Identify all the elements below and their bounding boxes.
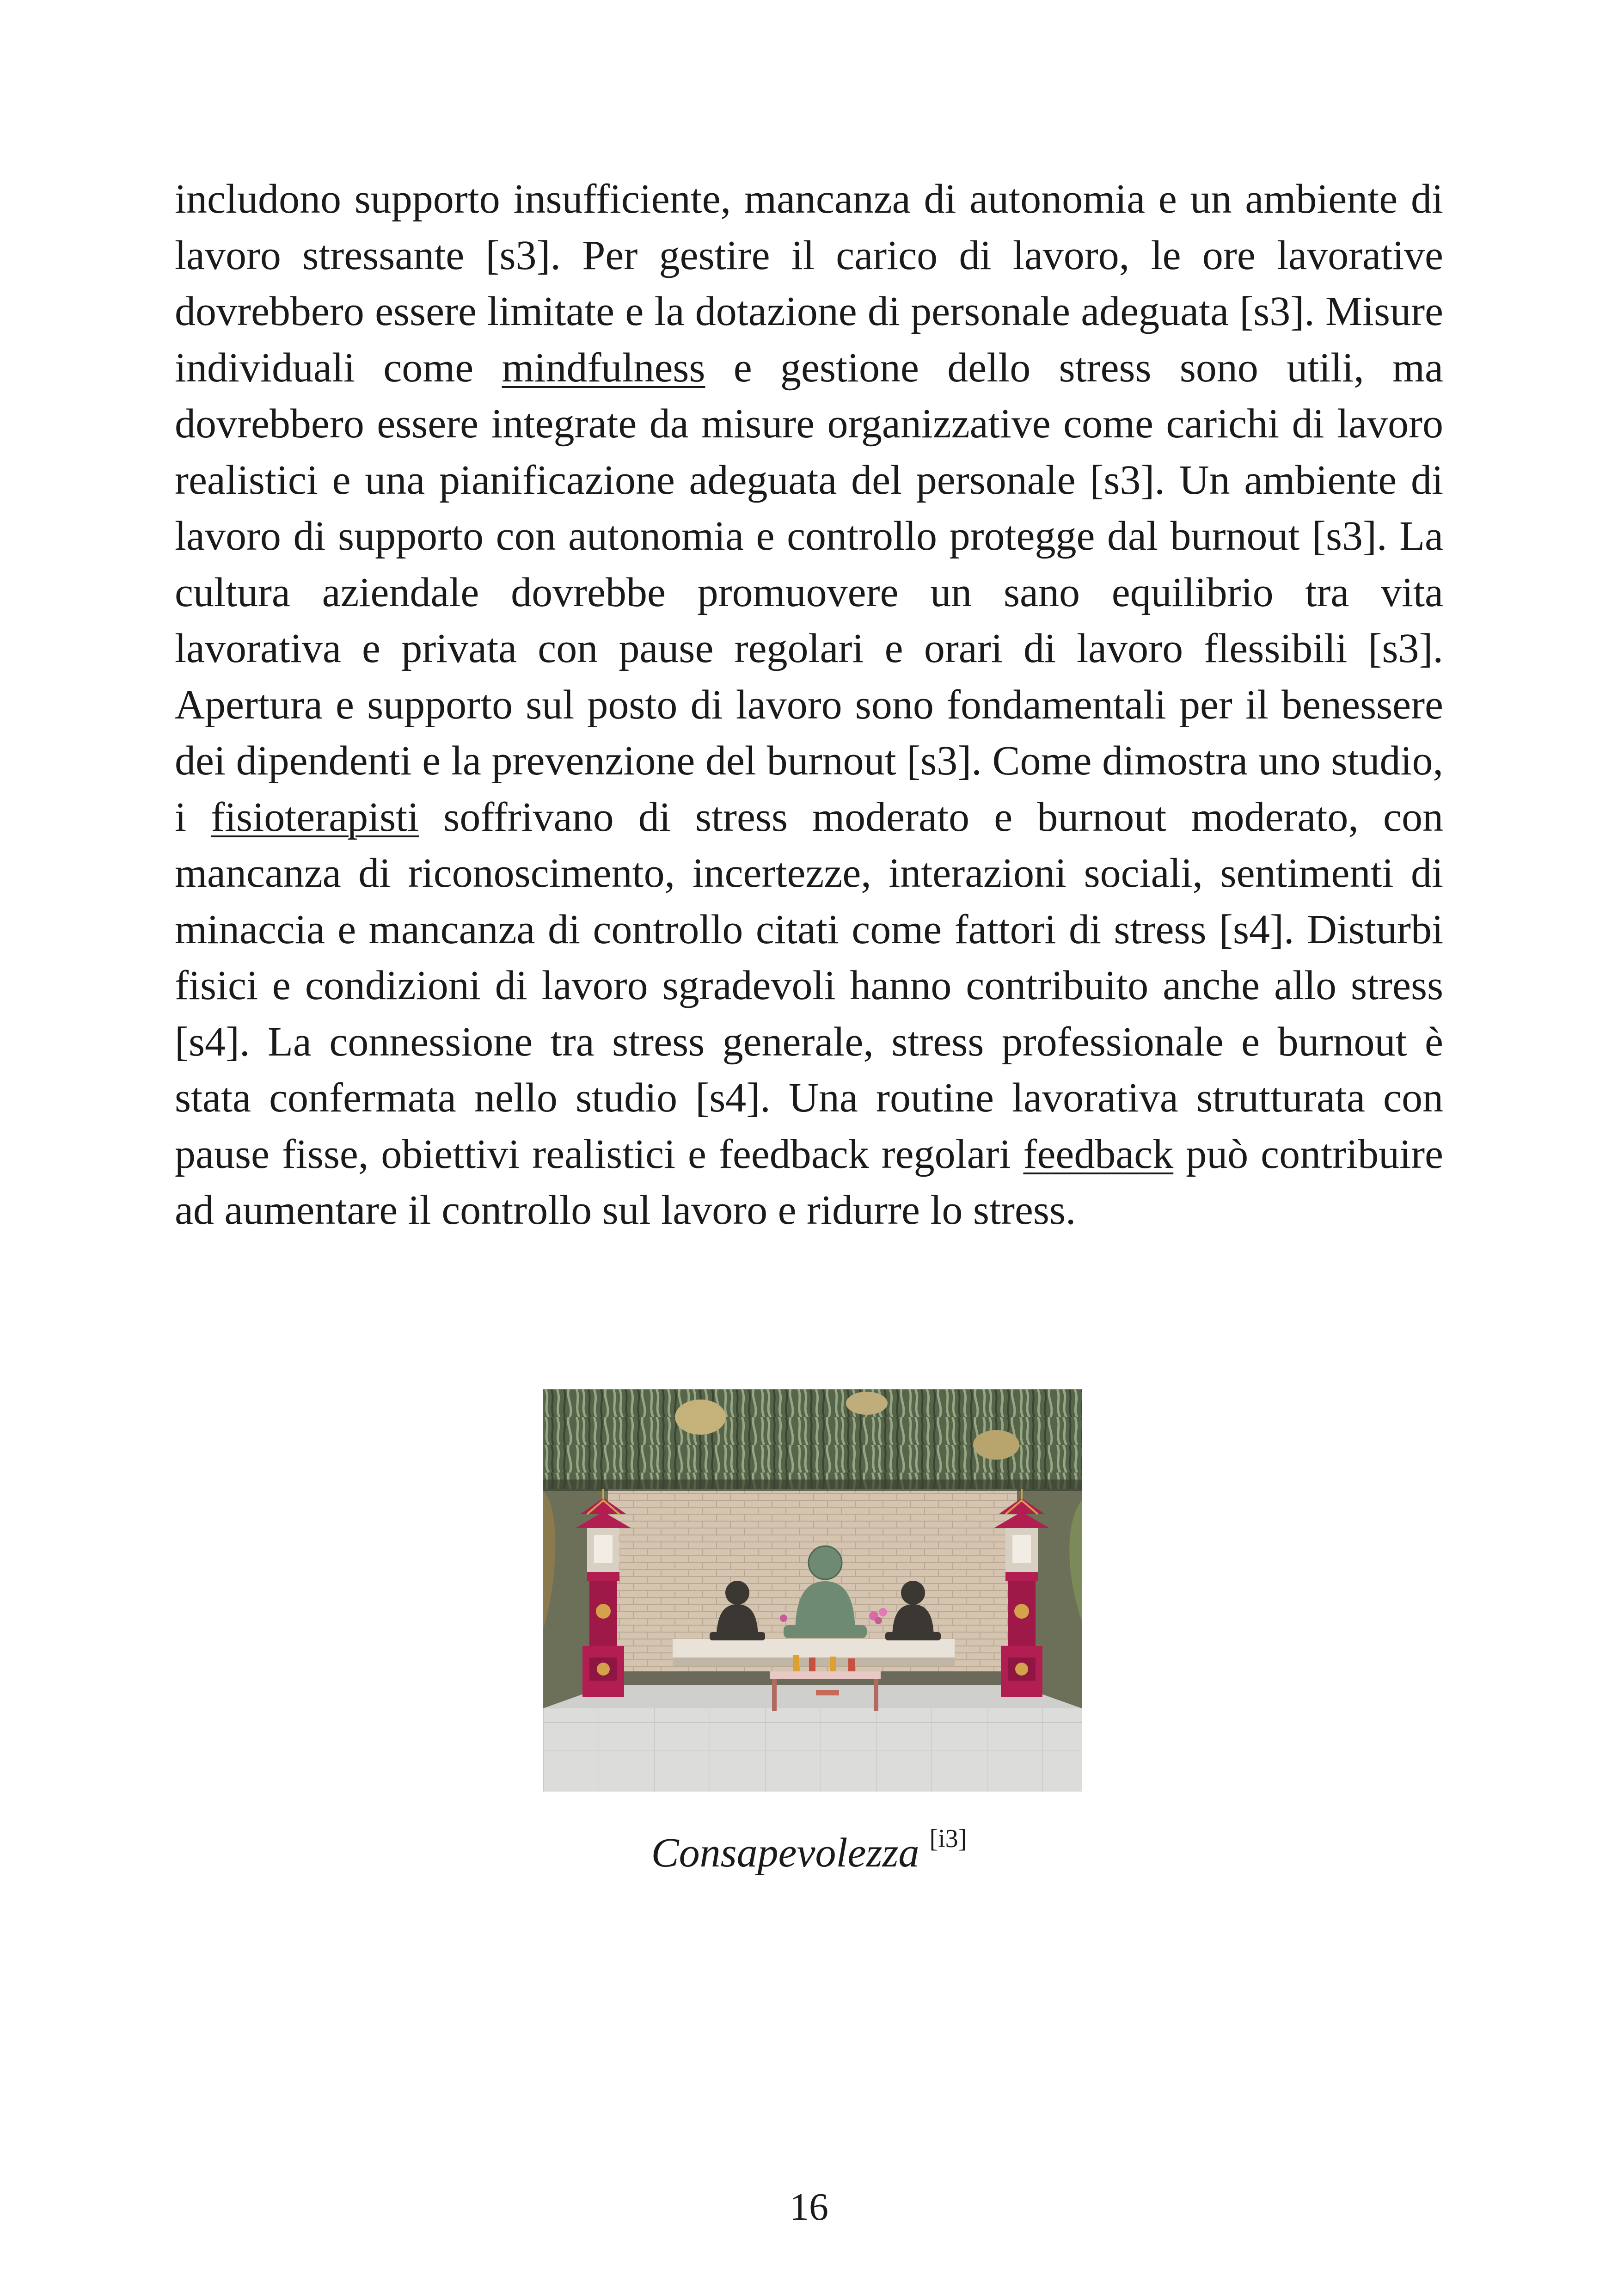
link-fisioterapisti[interactable]: fisioterapisti — [211, 794, 419, 840]
paragraph-text-1: includono supporto insufficiente, mancanza di autonomia e un ambiente di lavoro stressante [s3]. Per gestire il carico di lavoro, le ore lavorative dovrebbero essere limitate e la dotazione di personale adeguata [s3]. Misure individuali come — [175, 176, 1443, 391]
page-number: 16 — [790, 2185, 828, 2228]
link-feedback[interactable]: feedback — [1023, 1131, 1174, 1177]
paragraph-text-4: può contribuire ad aumentare il controllo sul lavoro e ridurre lo stress. — [175, 1131, 1443, 1233]
shrine-photo — [543, 1389, 1082, 1792]
figure-caption-text: Consapevolezza — [651, 1830, 919, 1876]
figure-caption-reference: [i3] — [929, 1824, 967, 1853]
paragraph-text-3: soffrivano di stress moderato e burnout moderato, con mancanza di riconoscimento, incertezze, interazioni sociali, sentimenti di minaccia e mancanza di controllo citati come fattori di stress [s4]. Disturbi fisici e condizioni di lavoro sgradevoli hanno contribuito anche allo stress [s4]. La connessione tra stress generale, stress professionale e burnout è stata confermata nello studio [s4]. Una routine lavorativa strutturata con pause fisse, obiettivi realistici e feedback regolari — [175, 794, 1443, 1177]
body-paragraph — [175, 171, 1443, 1239]
shrine-photo-illustration — [543, 1389, 1082, 1792]
figure-caption — [0, 1824, 1618, 1877]
link-mindfulness[interactable]: mindfulness — [502, 344, 705, 391]
paragraph-text-2: e gestione dello stress sono utili, ma dovrebbero essere integrate da misure organizzative come carichi di lavoro realistici e una pianificazione adeguata del personale [s3]. Un ambiente di lavoro di supporto con autonomia e controllo protegge dal burnout [s3]. La cultura aziendale dovrebbe promuovere un sano equilibrio tra vita lavorativa e privata con pause regolari e orari di lavoro flessibili [s3]. Apertura e supporto sul posto di lavoro sono fondamentali per il benessere dei dipendenti e la prevenzione del burnout [s3]. Come dimostra uno studio, i — [175, 344, 1443, 840]
